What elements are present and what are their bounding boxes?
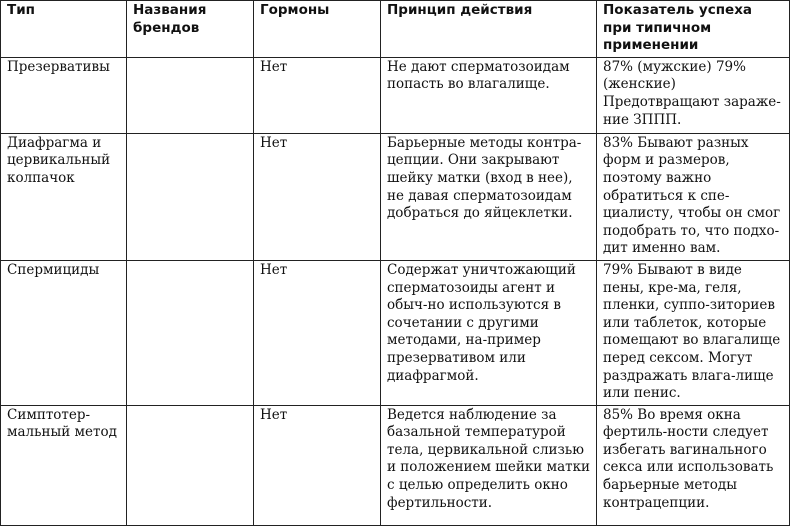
cell-principle: Содержат уничтожающий сперматозоиды агент и обыч-но используются в сочетании с другими методами, на-пример презервативом или диафрагмой. [381,260,597,405]
cell-success: 85% Во время окна фертиль-ности следует избегать вагинального секса или использовать барьерные методы контрацепции. [597,405,790,525]
cell-type: Спермициды [1,260,127,405]
cell-success: 83% Бывают разных форм и размеров, поэтому важно обратиться к спе-циалисту, чтобы он смог подобрать то, что подхо-дит именно вам. [597,133,790,260]
cell-success: 87% (мужские) 79% (женские) Предотвращают зараже-ние ЗППП. [597,57,790,133]
table-row [1,57,790,133]
cell-principle: Не дают сперматозоидам попасть во влагалище. [381,57,597,133]
header-type: Тип [1,1,127,58]
cell-brands [127,260,254,405]
cell-brands [127,405,254,525]
cell-success: 79% Бывают в виде пены, кре-ма, геля, пленки, суппо-зиториев или таблеток, которые помещают во влагалище перед сексом. Могут раздражать влага-лище или пенис. [597,260,790,405]
cell-hormones: Нет [254,57,381,133]
cell-type: Презервативы [1,57,127,133]
cell-brands [127,133,254,260]
cell-hormones: Нет [254,405,381,525]
cell-brands [127,57,254,133]
cell-type: Симптотер-мальный метод [1,405,127,525]
header-principle: Принцип действия [381,1,597,58]
cell-type: Диафрагма и цервикальный колпачок [1,133,127,260]
header-brands: Названия брендов [127,1,254,58]
header-row [1,1,790,58]
cell-principle: Барьерные методы контра-цепции. Они закрывают шейку матки (вход в нее), не давая сперматозоидам добраться до яйцеклетки. [381,133,597,260]
header-success: Показатель успеха при типичном применении [597,1,790,58]
cell-principle: Ведется наблюдение за базальной температурой тела, цервикальной слизью и положением шейки матки с целью определить окно фертильности. [381,405,597,525]
table-row [1,260,790,405]
cell-hormones: Нет [254,260,381,405]
table-row [1,405,790,525]
cell-hormones: Нет [254,133,381,260]
table-row [1,133,790,260]
header-hormones: Гормоны [254,1,381,58]
